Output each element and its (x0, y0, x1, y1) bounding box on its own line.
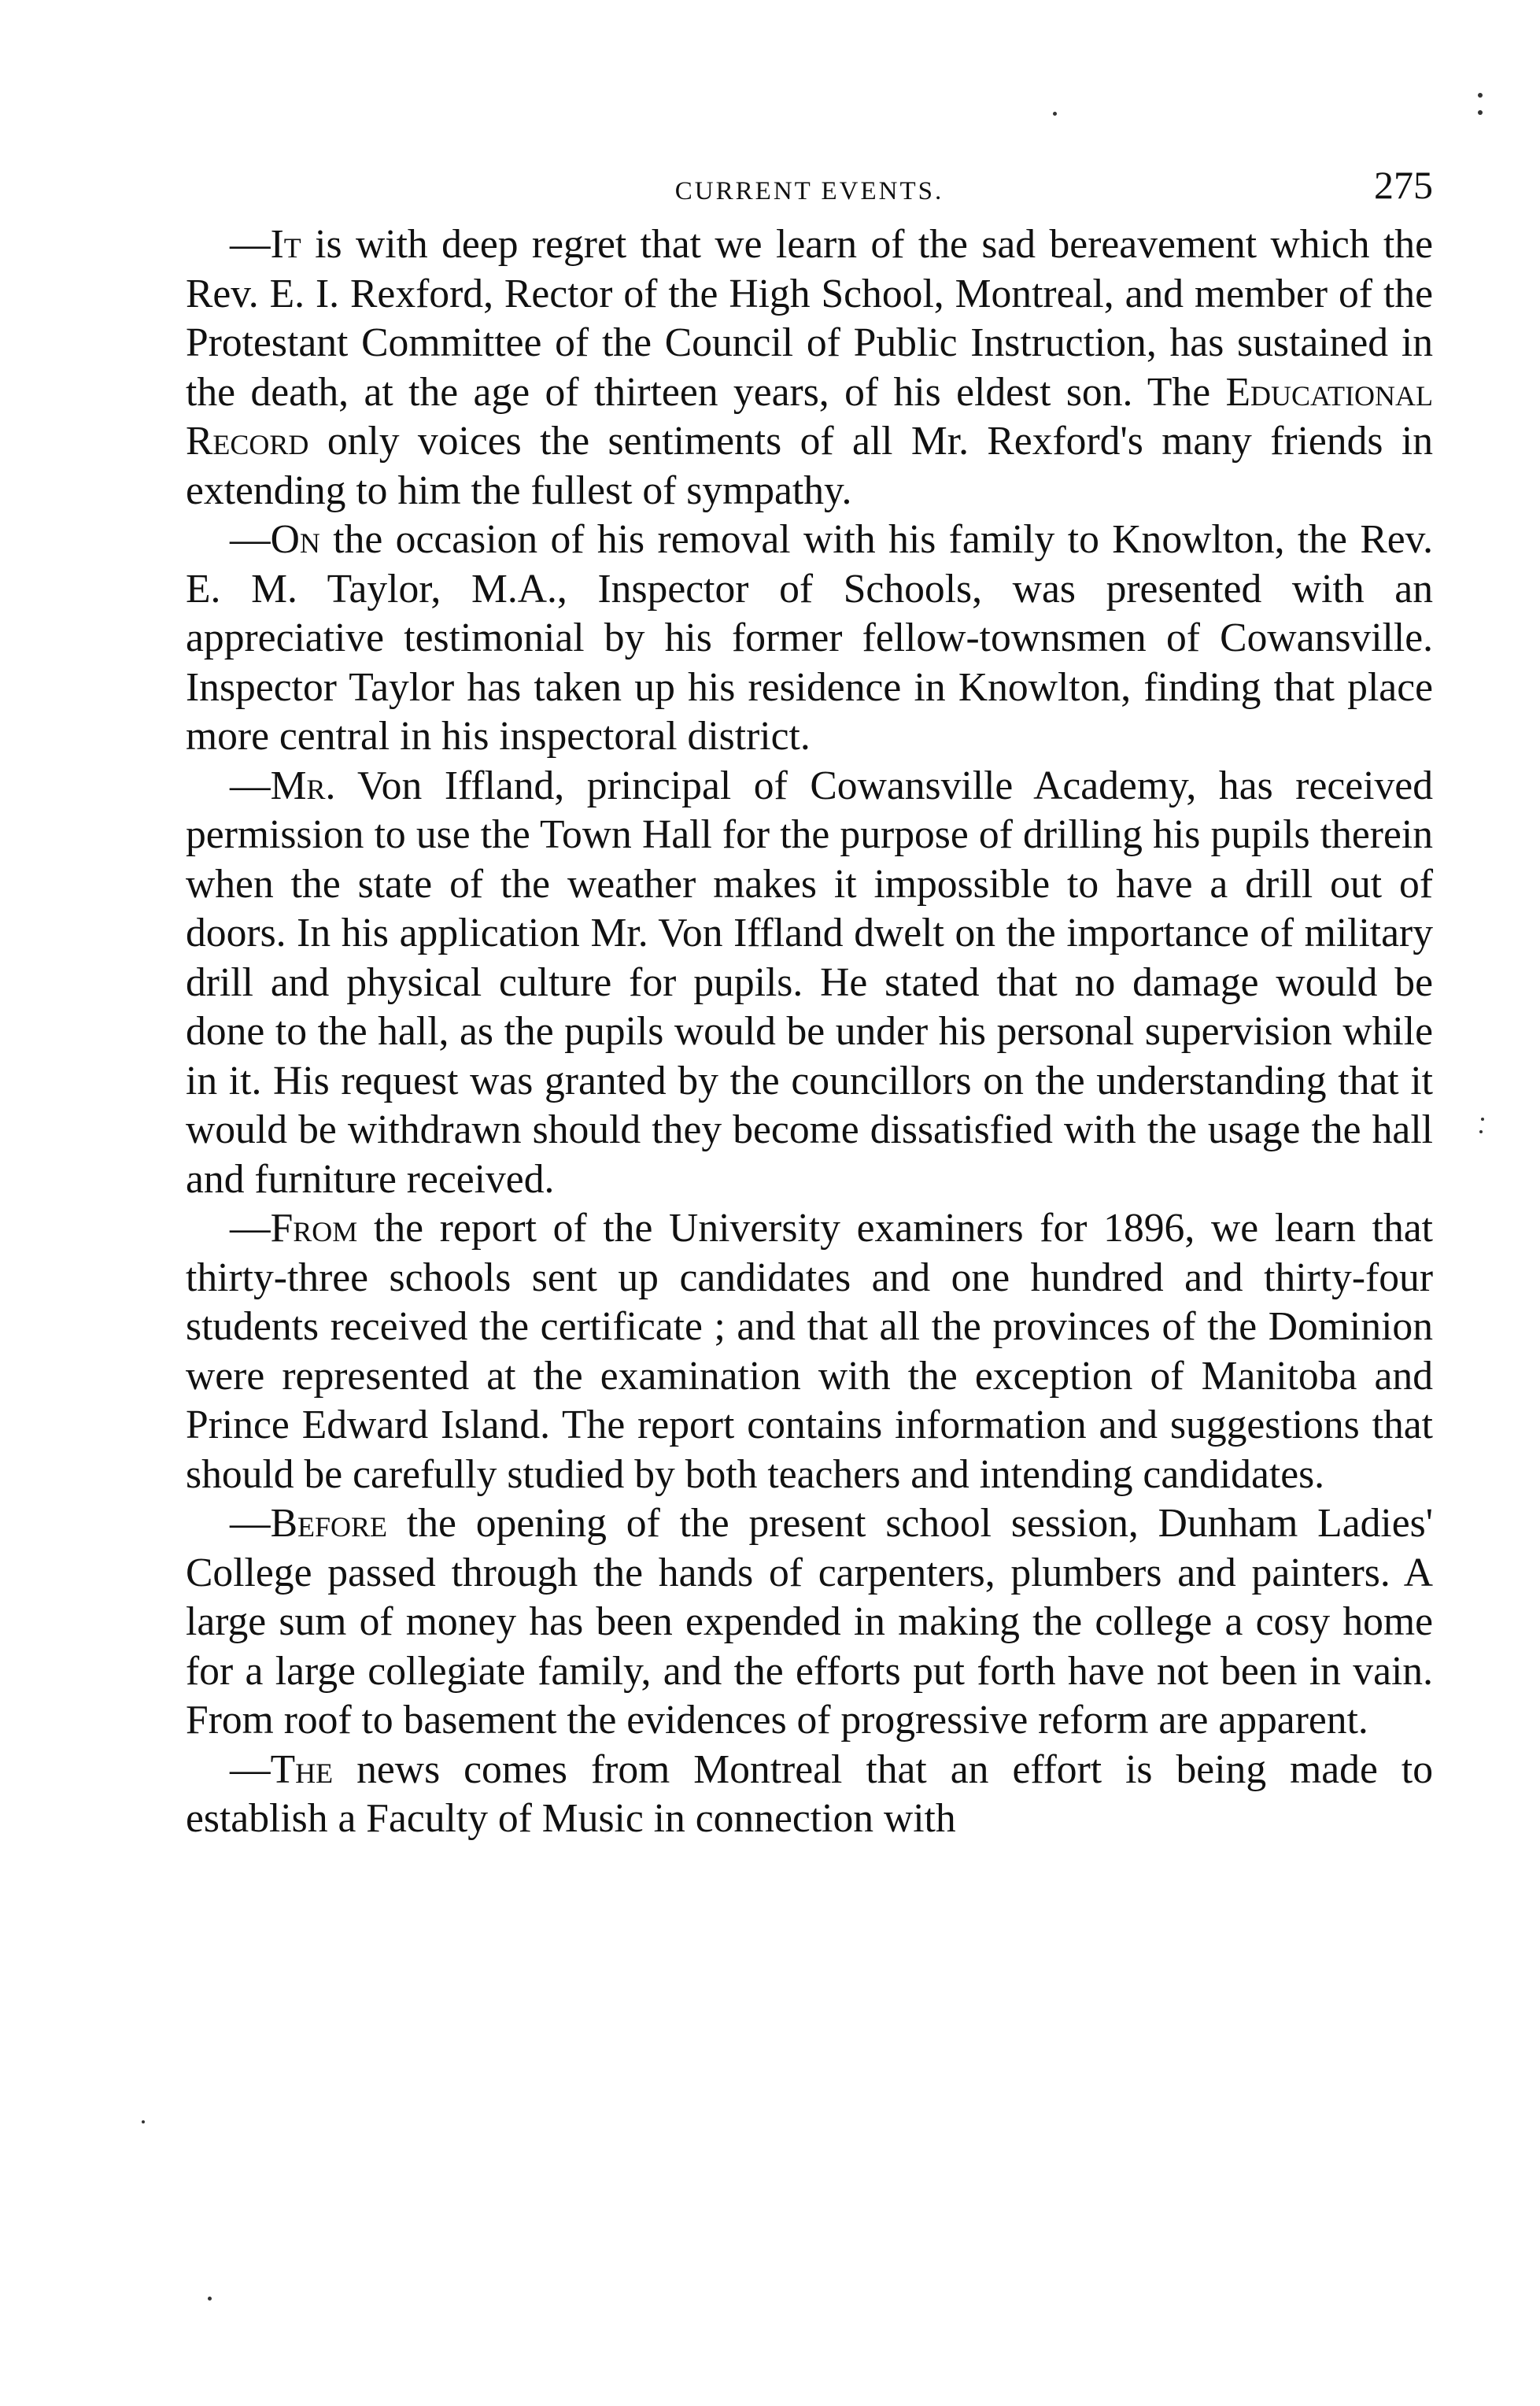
paragraph-lead: Before (270, 1501, 388, 1546)
paragraph-lead: It (270, 222, 301, 267)
em-dash: — (230, 1746, 271, 1792)
paragraph-text: the occasion of his removal with his family to Knowlton, the Rev. E. M. Taylor, M.A., Inspector of Schools, was presented with an appreciative testimonial by his former fellow-townsmen of Cowansville. Inspector Taylor has taken up his residence in Knowlton, finding that place more central in his inspectoral district. (186, 517, 1433, 759)
scan-speck (1479, 1130, 1483, 1133)
paragraph-lead: On (270, 517, 320, 562)
page-body (186, 220, 1433, 1844)
scan-speck (1478, 110, 1483, 115)
paragraph-lead: From (270, 1206, 358, 1251)
em-dash: — (230, 1501, 271, 1546)
paragraph-university-report (186, 1204, 1433, 1499)
paragraph-text: the opening of the present school session, Dunham Ladies' College passed through the hands of carpenters, plumbers and painters. A large sum of money has been expended in making the college a cosy home for a large collegiate family, and the efforts put forth have not been in vain. From roof to basement the evidences of progressive reform are apparent. (186, 1501, 1433, 1743)
paragraph-rexford-bereavement (186, 220, 1433, 516)
paragraph-text: only voices the sentiments of all Mr. Rexford's many friends in extending to him the fullest of sympathy. (186, 419, 1433, 513)
page-number: 275 (1374, 163, 1433, 207)
paragraph-von-iffland (186, 762, 1433, 1205)
em-dash: — (230, 1206, 271, 1251)
paragraph-text: is with deep regret that we learn of the sad bereavement which the Rev. E. I. Rexford, Rector of the High School, Montreal, and member of the Protestant Committee of the Council of Public Instruction, has sustained in the death, at the age of thirteen years, of his eldest son. The (186, 222, 1433, 415)
scan-speck (142, 2120, 145, 2123)
paragraph-lead: The (270, 1746, 334, 1792)
em-dash: — (230, 763, 271, 808)
paragraph-dunham-college (186, 1499, 1433, 1746)
paragraph-text: news comes from Montreal that an effort is being made to establish a Faculty of Music in connection with (186, 1746, 1433, 1841)
running-head: CURRENT EVENTS. (674, 177, 944, 205)
paragraph-text: Von Iffland, principal of Cowansville Academy, has received permission to use the Town Hall for the purpose of drilling his pupils therein when the state of the weather makes it impossible to have a drill out of doors. In his application Mr. Von Iffland dwelt on the importance of military drill and physical culture for pupils. He stated that no damage would be done to the hall, as the pupils would be under his personal supervision while in it. His request was granted by the councillors on the understanding that it would be withdrawn should they become dissatisfied with the usage the hall and furniture received. (186, 763, 1433, 1202)
paragraph-text: the report of the University examiners for 1896, we learn that thirty-three schools sent up candidates and one hundred and thirty-four students received the certificate ; and that all the provinces of the Dominion were represented at the examination with the exception of Manitoba and Prince Edward Island. The report contains information and suggestions that should be carefully studied by both teachers and intending candidates. (186, 1206, 1433, 1497)
paragraph-lead: Mr. (270, 763, 336, 808)
paragraph-taylor-removal (186, 516, 1433, 762)
em-dash: — (230, 517, 271, 562)
scan-speck (208, 2297, 212, 2301)
em-dash: — (230, 222, 271, 267)
educational-record-name: Educational Record (186, 369, 1433, 464)
paragraph-faculty-of-music (186, 1746, 1433, 1844)
scan-speck (1053, 112, 1057, 116)
scan-speck (1481, 1118, 1484, 1121)
scan-speck (1478, 93, 1483, 98)
page-header (186, 161, 1433, 209)
